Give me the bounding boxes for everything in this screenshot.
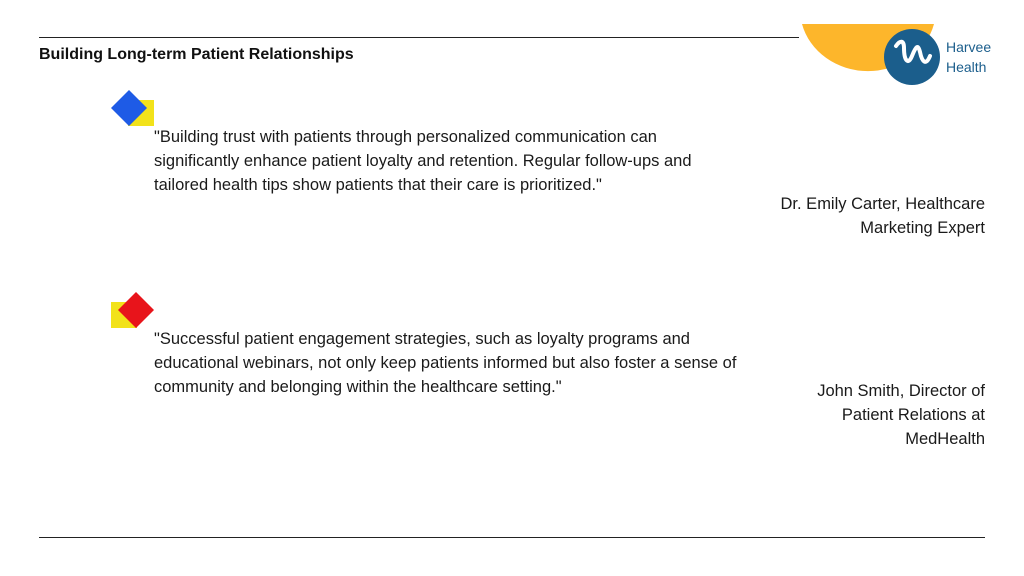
blue-diamond-marker <box>108 88 158 138</box>
page-title: Building Long-term Patient Relationships <box>39 46 354 63</box>
top-divider <box>39 37 799 38</box>
red-diamond-marker <box>108 290 158 340</box>
testimonial-quote-1: "Building trust with patients through personalized communication can significantly enhance patient loyalty and retention. Regular follow-ups and tailored health tips show patients that their care is prioritized." <box>154 128 692 194</box>
testimonial-author-2: John Smith, Director of Patient Relations at MedHealth <box>817 382 985 448</box>
logo-text-line1: Harvee <box>946 39 992 55</box>
bottom-divider <box>39 537 985 538</box>
testimonial-author-1: Dr. Emily Carter, Healthcare Marketing Expert <box>780 195 985 237</box>
logo-text-line2: Health <box>946 59 987 75</box>
testimonial-quote-2: "Successful patient engagement strategies, such as loyalty programs and educational webinars, not only keep patients informed but also foster a sense of community and belonging within the healthcare setting." <box>154 330 737 396</box>
harvee-health-logo <box>800 0 1024 100</box>
